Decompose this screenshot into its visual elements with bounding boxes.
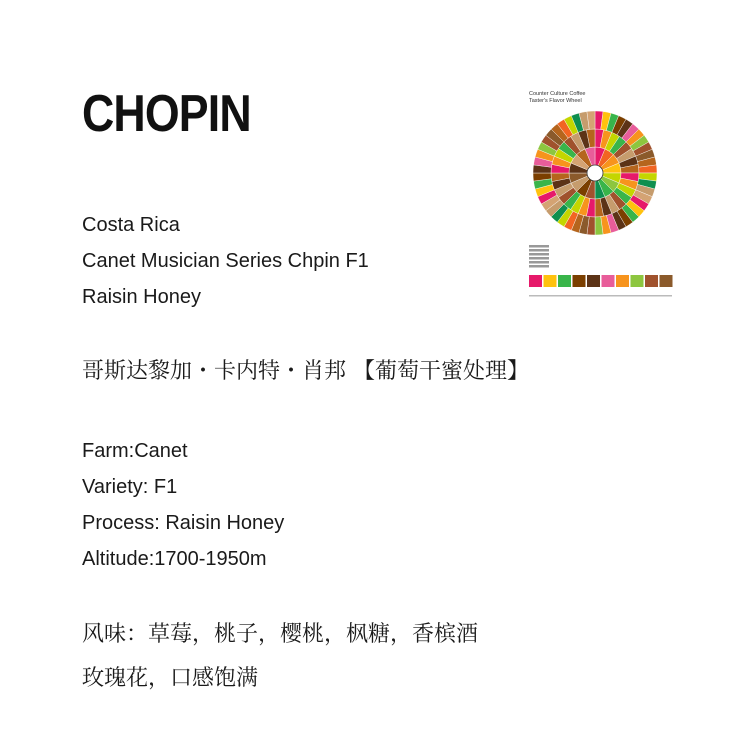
wheel-center — [587, 165, 603, 181]
legend-swatch — [631, 275, 644, 287]
legend-text-line — [529, 249, 549, 252]
legend-swatch — [529, 275, 542, 287]
wheel-heading-2: Taster's Flavor Wheel — [529, 98, 582, 104]
chinese-product-name: 哥斯达黎加・卡内特・肖邦 【葡萄干蜜处理】 — [82, 359, 529, 384]
legend-swatch — [544, 275, 557, 287]
process-detail: Process: Raisin Honey — [82, 512, 285, 534]
legend-swatch — [660, 275, 673, 287]
legend-text-line — [529, 245, 549, 248]
origin-country: Costa Rica — [82, 214, 180, 236]
legend-text-line — [529, 261, 549, 264]
farm-detail: Farm:Canet — [82, 440, 188, 462]
altitude-detail: Altitude:1700-1950m — [82, 548, 267, 570]
legend-footer-line — [529, 295, 672, 297]
flavor-wheel-image — [523, 85, 678, 307]
legend-text-line — [529, 257, 549, 260]
process-short: Raisin Honey — [82, 286, 201, 308]
legend-text-line — [529, 253, 549, 256]
legend-swatch — [587, 275, 600, 287]
legend-swatch — [645, 275, 658, 287]
legend-swatch — [616, 275, 629, 287]
legend-swatch — [573, 275, 586, 287]
legend-text-line — [529, 265, 549, 268]
variety-detail: Variety: F1 — [82, 476, 178, 498]
legend-swatch — [602, 275, 615, 287]
page-title: CHOPIN — [82, 85, 251, 143]
flavor-notes-line1: 风味：草莓，桃子，樱桃，枫糖，香槟酒 — [82, 622, 479, 647]
series-name: Canet Musician Series Chpin F1 — [82, 250, 369, 272]
wheel-heading-1: Counter Culture Coffee — [529, 91, 586, 97]
flavor-wheel-graphic — [523, 85, 678, 307]
flavor-notes-line2: 玫瑰花，口感饱满 — [82, 666, 259, 691]
legend-swatch — [558, 275, 571, 287]
